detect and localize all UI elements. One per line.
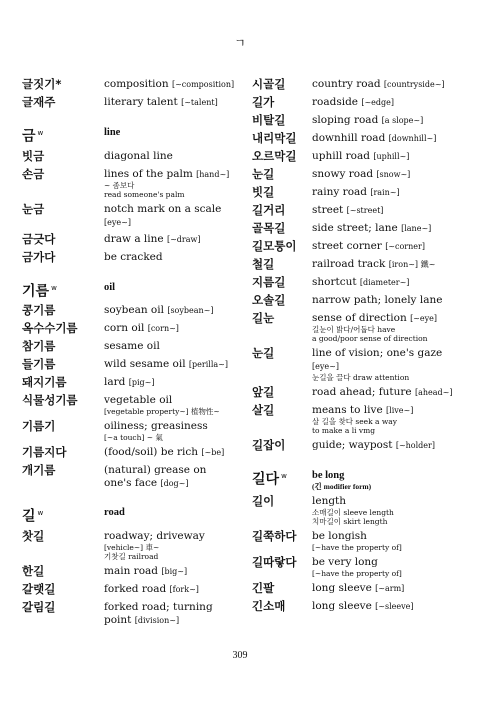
example-line: 기찻길 railroad — [104, 551, 159, 561]
gloss — [312, 494, 394, 526]
etymology-note: [~street] — [346, 206, 384, 215]
etymology-note: [eye~] — [312, 362, 339, 371]
gloss-text: means to live — [312, 404, 383, 416]
section-letter: ㄱ — [234, 36, 246, 50]
etymology-note: [lane~] — [401, 224, 432, 233]
entry-gap — [252, 456, 468, 468]
headword-text: 긴소매 — [252, 599, 286, 613]
etymology-note: [~sleeve] — [375, 602, 414, 611]
etymology-note: [iron~] 鐵~ — [388, 260, 436, 269]
gloss — [104, 393, 220, 416]
dictionary-entry — [252, 149, 468, 164]
etymology-note: [downhill~] — [388, 134, 437, 143]
gloss-text: vegetable oil — [104, 394, 173, 407]
headword-text: 길쭉하다 — [252, 529, 297, 543]
headword — [22, 445, 104, 460]
gloss — [104, 167, 229, 199]
gloss-text: diagonal line — [104, 149, 173, 162]
headword — [252, 555, 312, 570]
headword — [252, 185, 312, 200]
example-line: [vegetable property~] 植物性~ — [104, 407, 220, 417]
headword-text: 돼지기름 — [22, 375, 67, 390]
etymology-note: [~draw] — [166, 234, 201, 244]
gloss — [312, 185, 400, 199]
headword-text: 갈랫길 — [22, 581, 56, 596]
dictionary-entry — [22, 463, 236, 490]
example-line: a good/poor sense of direction — [312, 334, 428, 343]
dictionary-entry — [22, 303, 236, 318]
headword-text: 길다 — [252, 471, 280, 488]
headword — [22, 505, 104, 526]
dictionary-entry — [252, 185, 468, 200]
gloss-text: literary talent — [104, 96, 178, 108]
etymology-note: [eye~] — [104, 217, 131, 227]
gloss — [104, 339, 160, 353]
headword-text: 비탈길 — [252, 113, 286, 127]
dictionary-entry — [252, 131, 468, 146]
gloss-text: road — [104, 507, 125, 519]
example-line: 살 길을 찾다 seek a way — [312, 417, 398, 426]
headword-text: 철길 — [252, 257, 275, 271]
etymology-note: [rain~] — [370, 188, 400, 197]
gloss — [104, 280, 115, 294]
dictionary-entry — [252, 275, 468, 290]
etymology-note: [pig~] — [128, 378, 155, 388]
gloss — [312, 529, 402, 552]
headword-text: 글짓기* — [22, 77, 62, 91]
headword — [252, 167, 312, 182]
etymology-note: [fork~] — [169, 584, 199, 594]
headword-text: 골목길 — [252, 221, 286, 235]
headword — [22, 125, 104, 146]
headword-text: 콩기름 — [22, 303, 56, 318]
gloss-text: narrow path; lonely lane — [312, 294, 443, 306]
dictionary-entry — [252, 311, 468, 343]
example-line: to make a li vmg — [312, 426, 376, 435]
headword — [22, 529, 104, 544]
headword-text: 기름 — [22, 283, 50, 300]
headword — [22, 202, 104, 217]
dictionary-entry — [252, 599, 468, 614]
gloss — [104, 303, 214, 317]
headword — [22, 232, 104, 247]
dictionary-entry — [22, 357, 236, 372]
right-column — [252, 77, 468, 617]
headword — [252, 385, 312, 400]
dictionary-entry — [22, 321, 236, 336]
headword — [252, 113, 312, 128]
example-line: [~a touch] ~ 氣 — [104, 433, 163, 443]
headword-text: 길가 — [252, 95, 275, 109]
etymology-note: [ahead~] — [414, 388, 453, 397]
dictionary-entry — [252, 403, 468, 435]
gloss-text: notch mark on a scale — [104, 202, 222, 215]
gloss — [312, 149, 409, 163]
gloss-text: sloping road — [312, 114, 379, 126]
gloss-text: composition — [104, 78, 169, 90]
gloss-text: line — [104, 127, 121, 138]
headword — [252, 581, 312, 596]
gloss-text: forked road; turning point — [104, 600, 213, 626]
example-line: [~have the property of] — [312, 569, 402, 578]
gloss-text: be longish — [312, 530, 367, 542]
headword — [22, 564, 104, 579]
headword — [252, 311, 312, 326]
left-column — [22, 77, 236, 630]
etymology-note: [uphill~] — [373, 152, 410, 161]
gloss — [312, 95, 394, 109]
headword-text: 시골길 — [252, 77, 286, 91]
gloss — [312, 311, 437, 343]
etymology-note: [~arm] — [375, 584, 405, 593]
headword-text: 눈길 — [252, 346, 275, 360]
gloss — [104, 232, 200, 246]
etymology-note: [diameter~] — [359, 278, 410, 287]
dictionary-entry — [22, 582, 236, 597]
gloss — [312, 203, 383, 217]
gloss-text: oiliness; greasiness — [104, 420, 208, 433]
dictionary-entry — [252, 203, 468, 218]
headword-text: 글재주 — [22, 95, 56, 109]
headword-text: 길 — [22, 508, 36, 525]
gloss — [104, 321, 179, 335]
gloss — [104, 463, 236, 490]
gloss-text: (food/soil) be rich — [104, 446, 199, 459]
headword — [252, 529, 312, 544]
dictionary-entry — [252, 293, 468, 308]
gloss — [312, 555, 402, 578]
headword-text: 길거리 — [252, 203, 286, 217]
gloss — [312, 468, 371, 491]
etymology-note: [~holder] — [395, 441, 435, 450]
etymology-note: [~talent] — [181, 98, 218, 107]
headword — [22, 582, 104, 597]
headword-text: 갈림길 — [22, 599, 56, 614]
gloss-text: line of vision; one's gaze — [312, 347, 443, 359]
headword — [252, 293, 312, 308]
dictionary-entry — [22, 232, 236, 247]
gloss-text: oil — [104, 281, 116, 293]
gloss — [312, 346, 468, 382]
gloss-text: lard — [104, 376, 126, 389]
example-line: read someone's palm — [104, 189, 185, 199]
etymology-note: [a slope~] — [381, 116, 424, 125]
example-line: 길눈이 밝다/어둡다 have — [312, 325, 396, 334]
dictionary-entry — [252, 113, 468, 128]
headword — [22, 95, 104, 110]
dictionary-entry — [22, 529, 236, 561]
dictionary-entry — [22, 250, 236, 265]
etymology-note: [~composition] — [171, 80, 235, 89]
etymology-note: [~be] — [201, 448, 225, 458]
gloss-text: roadside — [312, 96, 359, 108]
etymology-note: [countryside~] — [383, 80, 445, 89]
headword-marker: w — [37, 509, 44, 518]
etymology-note: [snow~] — [376, 170, 411, 179]
gloss — [104, 419, 208, 442]
dictionary-entry — [22, 95, 236, 110]
headword-text: 지름길 — [252, 275, 286, 289]
example-line: 소매길이 sleeve length — [312, 508, 394, 517]
gloss — [104, 149, 173, 163]
example-line: 눈길을 끌다 draw attention — [312, 373, 410, 382]
gloss — [312, 275, 409, 289]
main-entry — [252, 468, 468, 491]
headword-marker: w — [51, 283, 57, 292]
headword-text: 오솔길 — [252, 293, 286, 307]
gloss — [312, 239, 425, 253]
gloss — [104, 600, 236, 627]
headword-text: 살길 — [252, 403, 275, 417]
gloss-text: sesame oil — [104, 340, 160, 353]
gloss-text: soybean oil — [104, 304, 164, 317]
dictionary-entry — [252, 167, 468, 182]
gloss — [312, 438, 435, 452]
gloss-text: railroad track — [312, 258, 386, 270]
headword-text: 금가다 — [22, 249, 56, 264]
gloss-text: long sleeve — [312, 582, 372, 594]
dictionary-entry — [22, 393, 236, 416]
headword — [22, 600, 104, 615]
dictionary-entry — [22, 77, 236, 92]
gloss-text: length — [312, 495, 347, 507]
headword-text: 눈금 — [22, 201, 45, 216]
example-line: 치마길이 skirt length — [312, 517, 388, 526]
headword-marker: w — [37, 129, 44, 137]
example-line: (긴 modifier form) — [312, 482, 372, 491]
etymology-note: [~eye] — [410, 314, 437, 323]
gloss — [104, 529, 205, 561]
gloss-text: road ahead; future — [312, 386, 412, 398]
headword-text: 참기름 — [22, 339, 56, 354]
gloss-text: sense of direction — [312, 312, 407, 324]
gloss-text: main road — [104, 564, 158, 577]
dictionary-entry — [252, 529, 468, 552]
etymology-note: [~edge] — [361, 98, 395, 107]
etymology-note: [corn~] — [147, 324, 179, 334]
dictionary-entry — [252, 221, 468, 236]
gloss-text: draw a line — [104, 232, 164, 245]
headword — [22, 393, 104, 408]
headword — [22, 250, 104, 265]
gloss — [312, 77, 445, 91]
dictionary-entry — [22, 445, 236, 460]
headword-text: 옥수수기름 — [22, 321, 78, 336]
headword — [252, 77, 312, 92]
example-line: [vehicle~] 車~ — [104, 542, 160, 552]
gloss — [104, 125, 120, 139]
dictionary-entry — [252, 346, 468, 382]
gloss-text: lines of the palm — [104, 167, 193, 180]
gloss — [312, 167, 410, 181]
headword — [252, 403, 312, 418]
etymology-note: [perilla~] — [188, 360, 228, 370]
dictionary-entry — [22, 339, 236, 354]
dictionary-entry — [252, 239, 468, 254]
headword — [22, 339, 104, 354]
gloss — [312, 293, 442, 307]
headword-text: 빗금 — [22, 148, 45, 163]
headword — [22, 280, 104, 301]
dictionary-entry — [252, 257, 468, 272]
gloss-text: side street; lane — [312, 222, 398, 234]
gloss-text: wild sesame oil — [104, 358, 186, 371]
etymology-note: [big~] — [161, 566, 188, 576]
headword-text: 한길 — [22, 563, 45, 578]
gloss-text: shortcut — [312, 276, 357, 288]
gloss-text: snowy road — [312, 168, 374, 180]
gloss — [104, 445, 224, 459]
headword — [252, 149, 312, 164]
headword-text: 기름기 — [22, 419, 56, 434]
dictionary-entry — [252, 385, 468, 400]
example-line: [~have the property of] — [312, 543, 402, 552]
headword — [22, 303, 104, 318]
headword — [252, 203, 312, 218]
dictionary-entry — [252, 77, 468, 92]
main-entry — [22, 505, 236, 526]
gloss-text: corn oil — [104, 322, 145, 335]
headword — [252, 95, 312, 110]
gloss — [312, 581, 404, 595]
gloss — [312, 385, 452, 399]
gloss-text: be cracked — [104, 250, 163, 263]
etymology-note: [soybean~] — [167, 306, 214, 316]
headword-text: 긴팔 — [252, 581, 275, 595]
gloss-text: downhill road — [312, 132, 386, 144]
headword — [22, 375, 104, 390]
headword — [252, 131, 312, 146]
headword-text: 앞길 — [252, 385, 275, 399]
gloss — [104, 202, 236, 229]
headword — [252, 221, 312, 236]
headword-marker: w — [281, 472, 287, 480]
gloss-text: uphill road — [312, 150, 370, 162]
gloss-text: street corner — [312, 240, 382, 252]
headword — [252, 599, 312, 614]
gloss — [312, 131, 436, 145]
headword-text: 기름지다 — [22, 445, 67, 460]
gloss-text: be long — [312, 470, 345, 481]
headword-text: 길잡이 — [252, 438, 286, 452]
gloss-text: be very long — [312, 556, 378, 568]
gloss — [312, 403, 413, 435]
headword — [22, 419, 104, 434]
gloss-text: guide; waypost — [312, 439, 393, 451]
gloss — [104, 375, 154, 389]
gloss — [104, 582, 199, 596]
dictionary-entry — [252, 581, 468, 596]
headword — [252, 468, 312, 489]
gloss-text: roadway; driveway — [104, 529, 205, 542]
headword-text: 길따랗다 — [252, 555, 297, 569]
main-entry — [22, 280, 236, 301]
gloss — [312, 221, 431, 235]
dictionary-entry — [22, 564, 236, 579]
dictionary-entry — [22, 419, 236, 442]
headword — [22, 167, 104, 182]
entry-gap — [22, 493, 236, 505]
headword — [22, 463, 104, 478]
dictionary-entry — [252, 555, 468, 578]
gloss-text: (natural) grease on one's face — [104, 464, 207, 490]
gloss — [104, 564, 187, 578]
headword — [252, 257, 312, 272]
gloss-text: rainy road — [312, 186, 367, 198]
headword — [22, 321, 104, 336]
gloss — [104, 77, 234, 91]
gloss-text: street — [312, 204, 344, 216]
gloss — [104, 505, 125, 519]
dictionary-entry — [22, 202, 236, 229]
dictionary-entry — [252, 438, 468, 453]
gloss-text: forked road — [104, 582, 167, 595]
headword-text: 길이 — [252, 494, 275, 508]
dictionary-entry — [22, 375, 236, 390]
etymology-note: [live~] — [386, 406, 414, 415]
headword — [252, 346, 312, 361]
headword-text: 눈길 — [252, 167, 275, 181]
headword-text: 길모퉁이 — [252, 239, 297, 253]
gloss — [104, 357, 228, 371]
dictionary-entry — [22, 149, 236, 164]
entry-gap — [22, 113, 236, 125]
headword-text: 손금 — [22, 166, 45, 181]
headword — [252, 438, 312, 453]
example-line: ~ 좀보다 — [104, 180, 135, 190]
headword-text: 들기름 — [22, 357, 56, 372]
headword-text: 금긋다 — [22, 231, 56, 246]
gloss — [312, 257, 435, 271]
headword-text: 길눈 — [252, 311, 275, 325]
headword — [22, 149, 104, 164]
headword-text: 내리막길 — [252, 131, 297, 145]
dictionary-entry — [22, 600, 236, 627]
dictionary-entry — [252, 95, 468, 110]
etymology-note: [hand~] — [196, 169, 230, 179]
gloss-text: long sleeve — [312, 600, 372, 612]
page-number: 309 — [232, 650, 248, 661]
dictionary-entry — [22, 167, 236, 199]
main-entry — [22, 125, 236, 146]
gloss — [312, 113, 423, 127]
headword-text: 식물성기름 — [22, 393, 78, 408]
headword — [252, 275, 312, 290]
etymology-note: [division~] — [134, 615, 180, 625]
headword-text: 찻길 — [22, 528, 45, 543]
headword — [22, 77, 104, 92]
gloss — [104, 250, 163, 264]
gloss — [312, 599, 414, 613]
headword-text: 오르막길 — [252, 149, 297, 163]
etymology-note: [~corner] — [385, 242, 425, 251]
headword — [252, 239, 312, 254]
gloss — [104, 95, 218, 109]
headword-text: 개기름 — [22, 463, 56, 478]
entry-gap — [22, 268, 236, 280]
dictionary-entry — [252, 494, 468, 526]
etymology-note: [dog~] — [160, 479, 189, 489]
gloss-text: country road — [312, 78, 381, 90]
headword-text: 빗길 — [252, 185, 275, 199]
headword — [22, 357, 104, 372]
headword — [252, 494, 312, 509]
headword-text: 금 — [22, 128, 36, 145]
